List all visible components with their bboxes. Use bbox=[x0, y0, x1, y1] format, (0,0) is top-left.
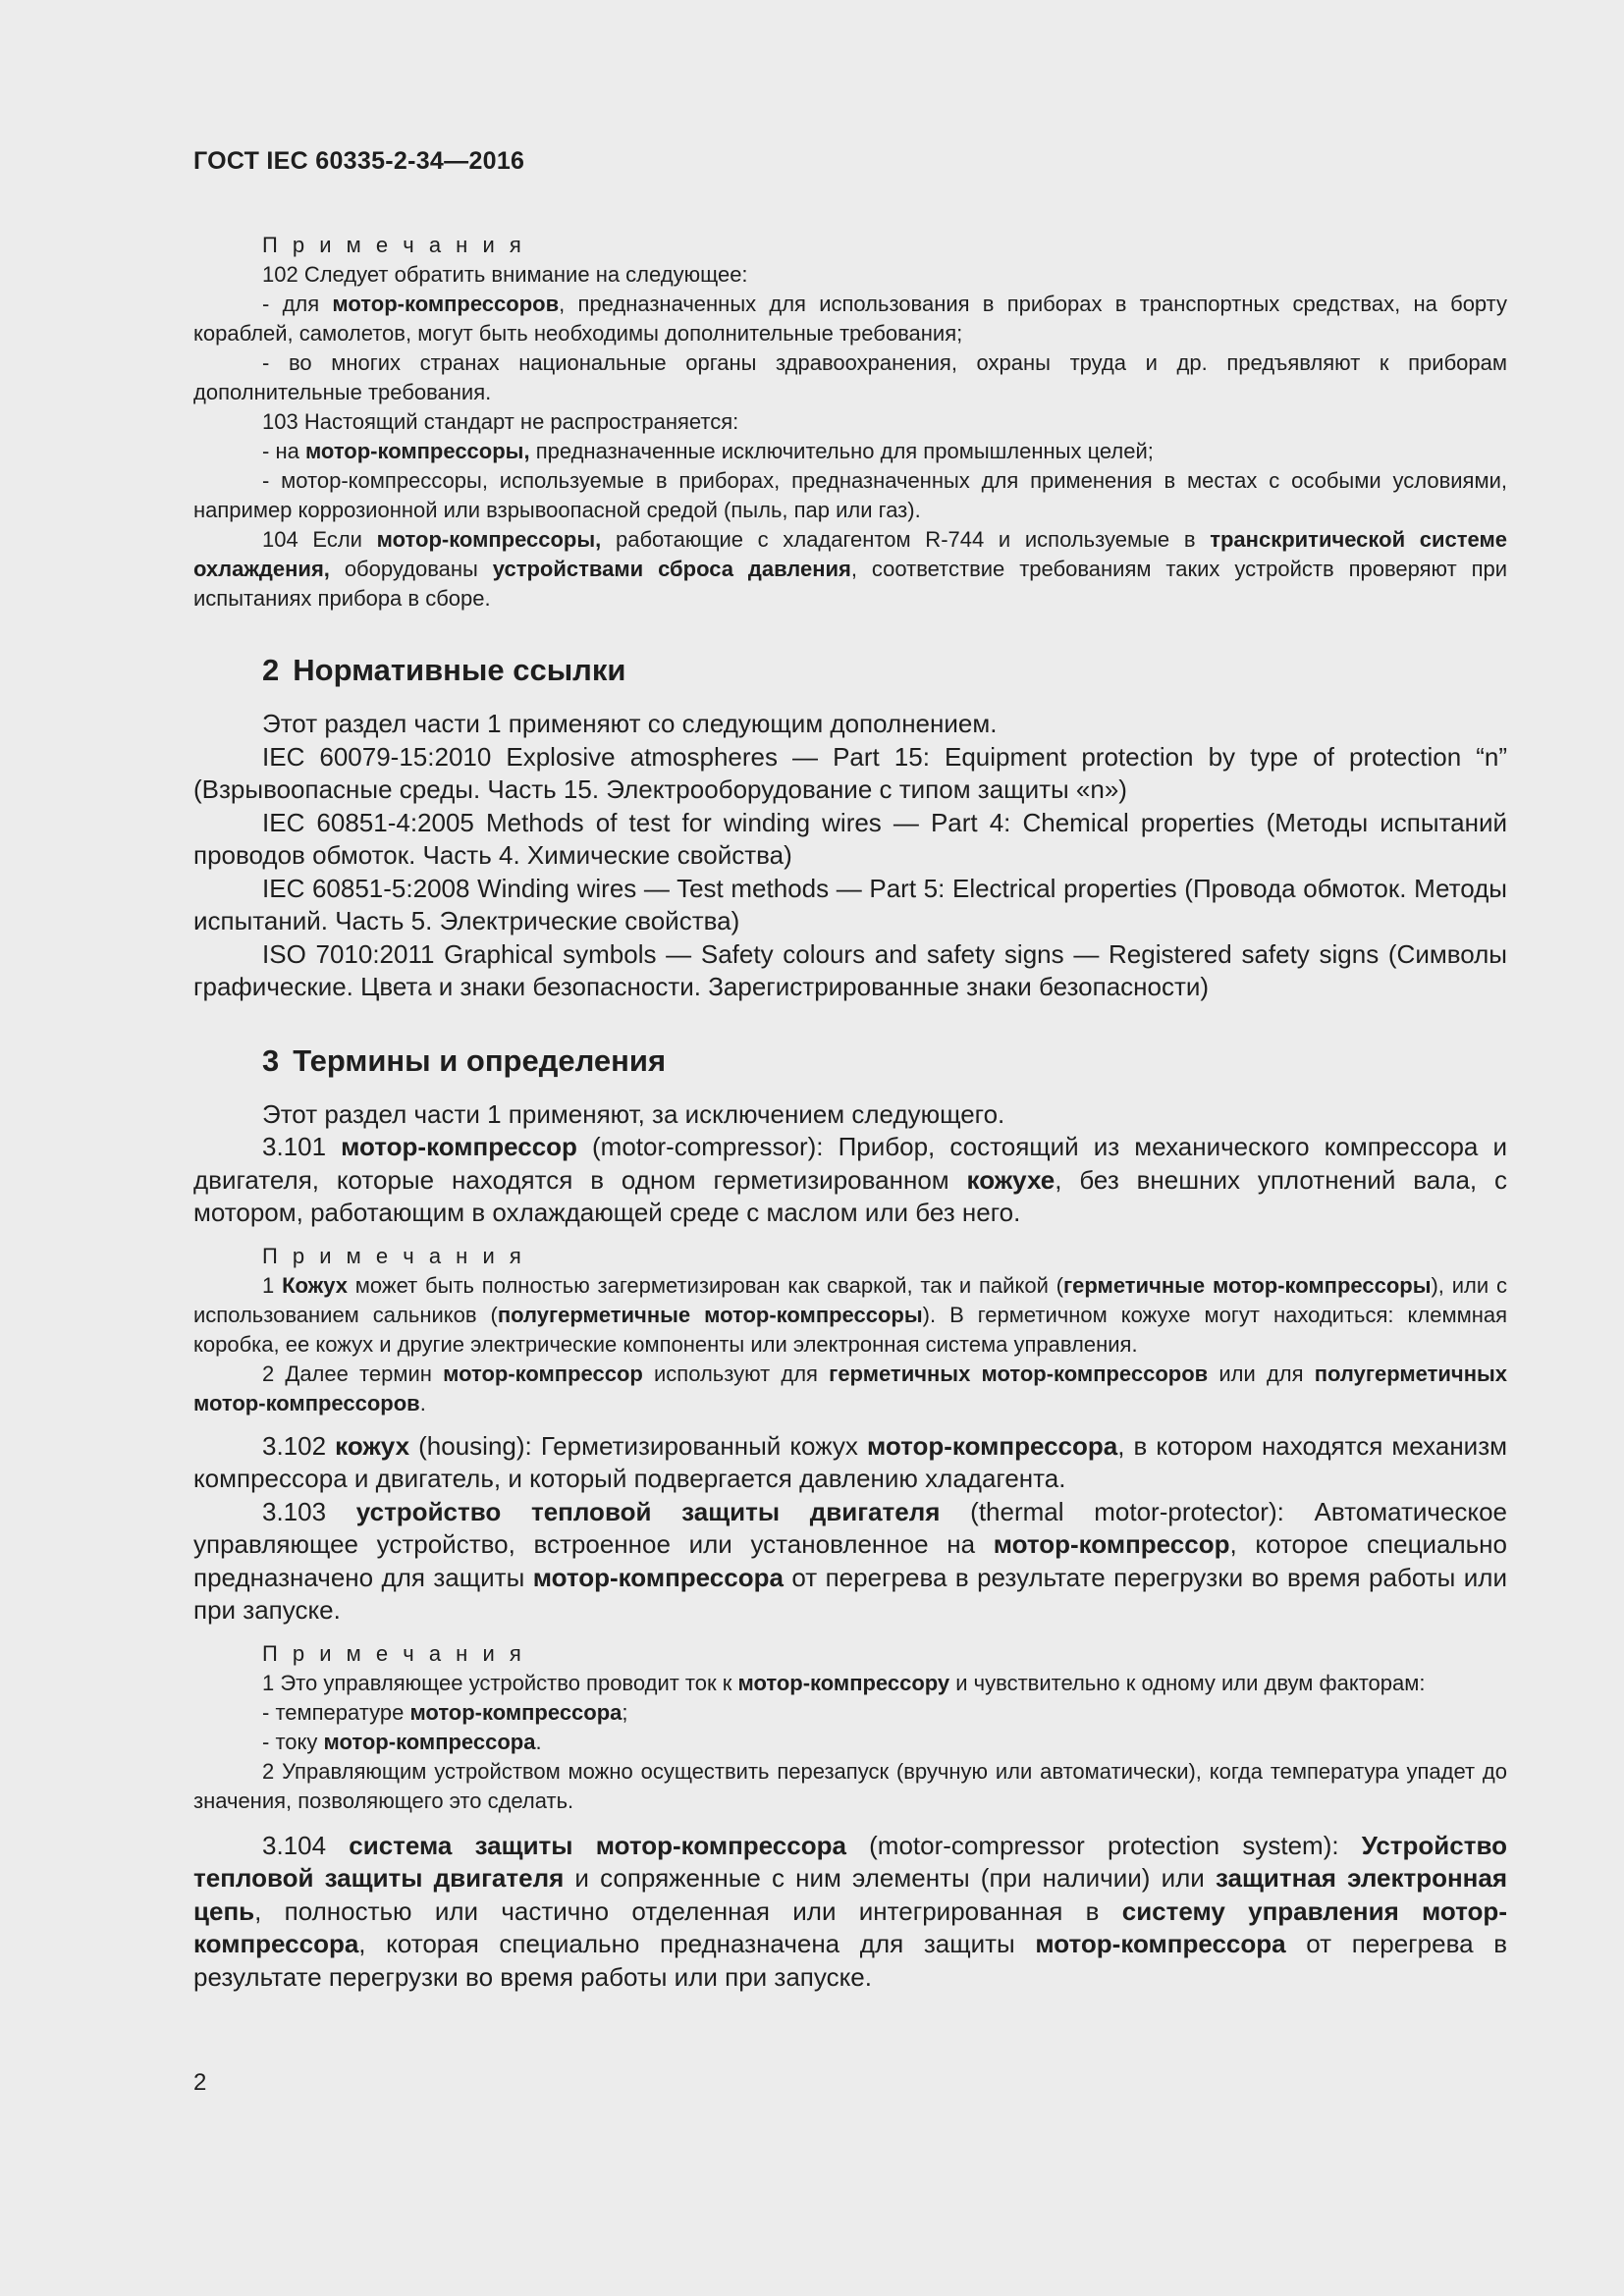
term-3-104: 3.104 система защиты мотор-компрессора (motor-compressor protection system): Устройство тепловой защиты двигателя и сопряженные с ним элементы (при наличии) или защитная электронная цепь, полностью или частично отделенная или интегрированная в систему управления мотор-компрессора, которая специально предназначена для защиты мотор-компрессора от перегрева в результате перегрузки во время работы или при запуске. bbox=[193, 1830, 1508, 1992]
section-3-title: 3 Термины и определения bbox=[262, 1042, 667, 1078]
document-header: ГОСТ IEC 60335-2-34—2016 bbox=[193, 147, 525, 175]
section-2-body bbox=[193, 708, 1507, 1004]
section-2-title: 2 Нормативные ссылки bbox=[262, 653, 626, 687]
notes-label: П р и м е ч а н и я bbox=[262, 1243, 526, 1268]
note-103-bullet-1: - на мотор-компрессоры, предназначенные исключительно для промышленных целей; bbox=[262, 439, 1154, 463]
note-1-bullet-2: - току мотор-компрессора. bbox=[262, 1729, 542, 1754]
notes-label: П р и м е ч а н и я bbox=[262, 1640, 526, 1666]
note-103-bullet-2: - мотор-компрессоры, используемые в приборах, предназначенных для применения в местах с особыми условиями, например коррозионной или взрывоопасной средой (пыль, пар или газ). bbox=[193, 468, 1507, 522]
section-3-intro: Этот раздел части 1 применяют, за исключением следующего. bbox=[262, 1098, 1005, 1129]
section-3-body bbox=[193, 1098, 1507, 1995]
notes-label: П р и м е ч а н и я bbox=[262, 233, 526, 257]
note-103-intro: 103 Настоящий стандарт не распространяется: bbox=[262, 409, 739, 434]
term-3-103: 3.103 устройство тепловой защиты двигателя (thermal motor-protector): Автоматическое управляющее устройство, встроенное или установленное на мотор-компрессор, которое специально предназначено для защиты мотор-компрессора от перегрева в результате перегрузки во время работы или при запуске. bbox=[193, 1496, 1508, 1625]
term-3-101: 3.101 мотор-компрессор (motor-compressor): Прибор, состоящий из механического компрессора и двигателя, которые находятся в одном герметизированном кожухе, без внешних уплотнений вала, с мотором, работающим в охлаждающей среде с маслом или без него. bbox=[193, 1132, 1507, 1227]
note-102-bullet-1: - для мотор-компрессоров, предназначенных для использования в приборах в транспортных средствах, на борту кораблей, самолетов, могут быть необходимы дополнительные требования; bbox=[193, 292, 1507, 346]
note-104: 104 Если мотор-компрессоры, работающие с хладагентом R-744 и используемые в транскритической системе охлаждения, оборудованы устройствами сброса давления, соответствие требованиям таких устройств проверяют при испытаниях прибора в сборе. bbox=[193, 527, 1508, 611]
note-102-intro: 102 Следует обратить внимание на следующее: bbox=[262, 262, 748, 287]
term-3-102: 3.102 кожух (housing): Герметизированный кожух мотор-компрессора, в котором находятся механизм компрессора и двигатель, и который подвергается давлению хладагента. bbox=[193, 1430, 1508, 1493]
reference-item: IEC 60851-4:2005 Methods of test for winding wires — Part 4: Chemical properties (Методы испытаний проводов обмоток. Часть 4. Химические свойства) bbox=[193, 807, 1507, 870]
reference-item: IEC 60079-15:2010 Explosive atmospheres — Part 15: Equipment protection by type of protection “n” (Взрывоопасные среды. Часть 15. Электрооборудование с типом защиты «n») bbox=[193, 741, 1507, 804]
document-page bbox=[193, 147, 1507, 1994]
note-2: 2 Управляющим устройством можно осуществить перезапуск (вручную или автоматически), когда температура упадет до значения, позволяющего это сделать. bbox=[193, 1758, 1507, 1813]
note-2: 2 Далее термин мотор-компрессор используют для герметичных мотор-компрессоров или для полугерметичных мотор-компрессоров. bbox=[193, 1361, 1507, 1415]
reference-item: ISO 7010:2011 Graphical symbols — Safety colours and safety signs — Registered safety signs (Символы графические. Цвета и знаки безопасности. Зарегистрированные знаки безопасности) bbox=[193, 938, 1507, 1001]
note-1: 1 Кожух может быть полностью загерметизирован как сваркой, так и пайкой (герметичные мотор-компрессоры), или с использованием сальников (полугерметичные мотор-компрессоры). В герметичном кожухе могут находиться: клеммная коробка, ее кожух и другие электрические компоненты или электронная система управления. bbox=[193, 1272, 1508, 1357]
note-102-bullet-2: - во многих странах национальные органы здравоохранения, охраны труда и др. предъявляют к приборам дополнительные требования. bbox=[193, 350, 1507, 404]
notes-block-1 bbox=[193, 231, 1507, 614]
note-1-bullet-1: - температуре мотор-компрессора; bbox=[262, 1699, 628, 1725]
page-number: 2 bbox=[193, 2069, 207, 2096]
reference-item: IEC 60851-5:2008 Winding wires — Test methods — Part 5: Electrical properties (Провода обмоток. Методы испытаний. Часть 5. Электрические свойства) bbox=[193, 873, 1507, 935]
section-2-intro: Этот раздел части 1 применяют со следующим дополнением. bbox=[262, 709, 998, 738]
notes-block-3 bbox=[193, 1639, 1507, 1816]
notes-block-2 bbox=[193, 1242, 1507, 1418]
note-1: 1 Это управляющее устройство проводит ток к мотор-компрессору и чувствительно к одному или двум факторам: bbox=[262, 1670, 1426, 1695]
